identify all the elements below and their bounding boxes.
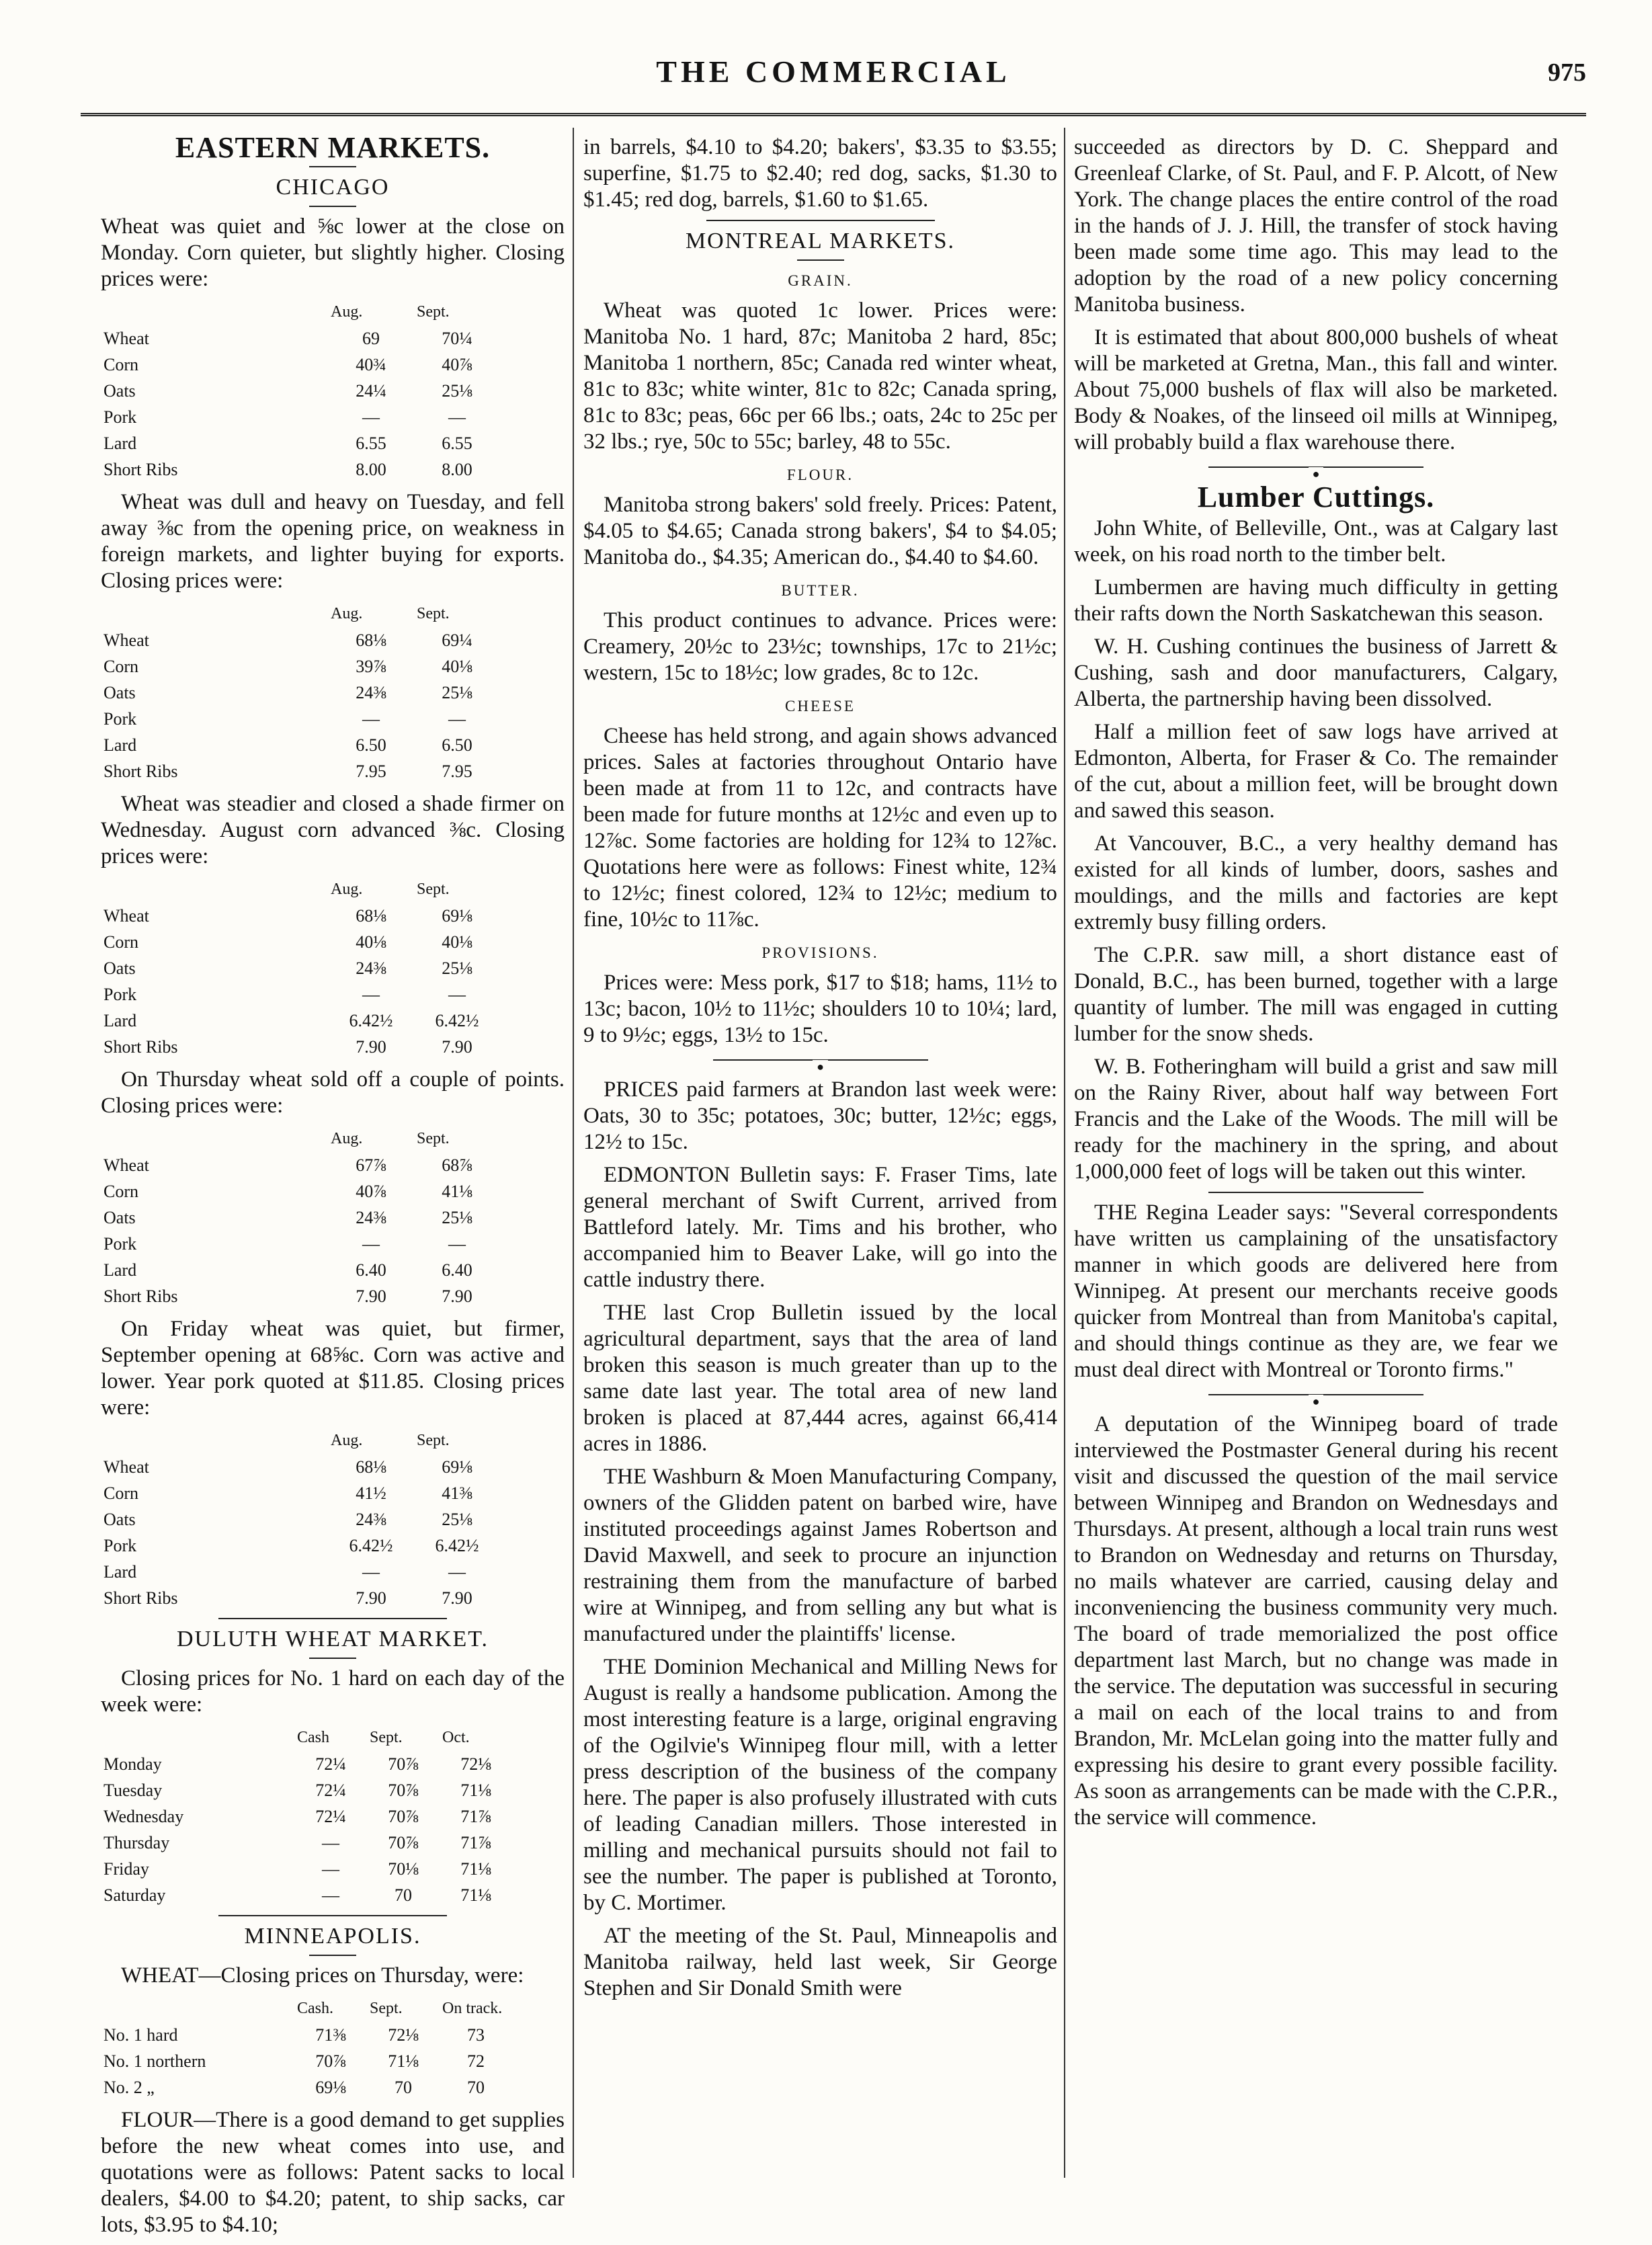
lumber-item: Lumbermen are having much difficulty in getting their rafts down the North Saskatchewan this season. — [1074, 575, 1558, 626]
price-cell: — — [362, 985, 380, 1004]
table-header — [101, 1725, 512, 1751]
price-cell: 68⅛ — [356, 1457, 386, 1477]
price-cell: 72¼ — [315, 1754, 346, 1774]
price-cell: 72¼ — [315, 1781, 346, 1800]
price-cell: 70 — [395, 1885, 412, 1905]
table-row — [101, 1205, 500, 1231]
header-cell — [101, 1996, 294, 2022]
price-cell: 40⅛ — [356, 932, 386, 952]
minneapolis-table — [101, 1996, 512, 2100]
row-label: Short Ribs — [104, 460, 178, 479]
ornament-rule — [713, 1059, 928, 1073]
table-header — [101, 299, 500, 325]
table-row — [101, 1257, 500, 1283]
row-label: Tuesday — [104, 1781, 163, 1800]
short-rule — [309, 166, 356, 167]
price-cell: 71⅛ — [460, 1885, 491, 1905]
price-cell: 72⅛ — [460, 1754, 491, 1774]
price-cell: — — [322, 1885, 339, 1905]
table-row — [101, 758, 500, 784]
butter-heading: BUTTER. — [781, 582, 860, 599]
header-cell: Sept. — [417, 881, 450, 898]
subsection-title-chicago: CHICAGO — [276, 175, 390, 200]
row-label: Pork — [104, 1234, 137, 1254]
article-paragraph: succeeded as directors by D. C. Sheppard and Greenleaf Clarke, of St. Paul, and F. P. Alcott, of New York. The change places the entire control of the road in the hands of J. J. Hill, the transfer of stock having been made some time ago. This may lead to the adoption by the road of a new policy concerning Manitoba business. — [1074, 135, 1558, 317]
table-row — [101, 1034, 500, 1060]
row-label: Corn — [104, 1182, 138, 1201]
row-label: Corn — [104, 932, 138, 952]
price-cell: 25⅛ — [442, 683, 472, 702]
row-label: Pork — [104, 985, 137, 1004]
price-cell: 25⅛ — [442, 1510, 472, 1529]
table-header — [101, 601, 500, 627]
article-paragraph: THE last Crop Bulletin issued by the local agricultural department, says that the area of land broken this season is much greater than up to the same date last year. The total area of new land broken is placed at 87,444 acres, against 66,414 acres in 1886. — [583, 1301, 1057, 1456]
row-label: Wheat — [104, 1155, 149, 1175]
provisions-report: Prices were: Mess pork, $17 to $18; hams, 11½ to 13c; bacon, 10½ to 11½c; shoulders 10 to 10¼; lard, 9 to 9½c; eggs, 13½ to 15c. — [583, 971, 1057, 1047]
ornament-icon: ● — [1309, 1395, 1324, 1408]
row-label: Wheat — [104, 329, 149, 348]
table-row — [101, 955, 500, 981]
price-cell: 72 — [467, 2051, 485, 2071]
subsection-title-minneapolis: MINNEAPOLIS. — [244, 1924, 421, 1949]
short-rule — [1208, 1192, 1423, 1193]
row-label: Wednesday — [104, 1807, 184, 1826]
section-title: EASTERN MARKETS. — [175, 131, 491, 164]
table-row — [101, 981, 500, 1008]
lumber-item: At Vancouver, B.C., a very healthy demand has existed for all kinds of lumber, doors, sashes and mouldings, and the mills and factories are kept extremly busy filling orders. — [1074, 831, 1558, 934]
column-2 — [583, 134, 1057, 2008]
header-cell: Cash. — [297, 2000, 333, 2017]
header-cell: Sept. — [370, 1729, 403, 1746]
price-cell: 40⅞ — [442, 355, 472, 374]
table-row — [101, 1152, 500, 1178]
grain-report: Wheat was quoted 1c lower. Prices were: Manitoba No. 1 hard, 87c; Manitoba 2 hard, 85c; Manitoba 1 northern, 85c; Canada red winter wheat, 81c to 83c; white winter, 81c to 82c; Canada spring, 81c to 83c; peas, 66c per 66 lbs.; oats, 24c to 25c per 32 lbs.; rye, 50c to 55c; barley, 48 to 55c. — [583, 298, 1057, 454]
price-cell: — — [448, 1562, 466, 1582]
table-row — [101, 2074, 512, 2100]
price-cell: 6.50 — [442, 735, 472, 755]
table-row — [101, 1882, 512, 1908]
chicago-day-text: On Friday wheat was quiet, but firmer, September opening at 68⅝c. Corn was active and lower. Year pork quoted at $11.85. Closing prices were: — [101, 1317, 565, 1420]
price-cell: 7.90 — [356, 1037, 386, 1057]
price-cell: 41⅜ — [442, 1483, 472, 1503]
article-paragraph: THE Washburn & Moen Manufacturing Company, owners of the Glidden patent on barbed wire, have instituted proceedings against James Robertson and David Maxwell, and seek to procure an injunction restraining them from the manufacture of barbed wire at Winnipeg, and from selling any but what is manufactured under the plaintiffs' license. — [583, 1465, 1057, 1646]
article-paragraph: A deputation of the Winnipeg board of trade interviewed the Postmaster General during his recent visit and discussed the question of the mail service between Winnipeg and Brandon on Wednesdays and Thursdays. At present, although a local train runs west to Brandon on Wednesday and returns on Thursday, no mails whatever are carried, causing delay and inconveniencing the business community very much. The board of trade memorialized the post office department last March, but no change was made in the service. The deputation was successful in securing a mail on each of the local trains to and from Brandon, Mr. McLelan going into the matter fully and expressing his desire to grant every possible facility. As soon as arrangements can be made with the C.P.R., the service will commence. — [1074, 1412, 1558, 1830]
row-label: Oats — [104, 958, 136, 978]
article-paragraph: It is estimated that about 800,000 bushels of wheat will be marketed at Gretna, Man., this fall and winter. About 75,000 bushels of flax will also be marketed. Body & Noakes, of the linseed oil mills at Winnipeg, will probably build a flax warehouse there. — [1074, 325, 1558, 454]
table-row — [101, 1856, 512, 1882]
price-cell: 71⅜ — [315, 2025, 346, 2045]
row-label: Corn — [104, 355, 138, 374]
header-cell — [101, 1725, 294, 1751]
header-cell: Aug. — [331, 1130, 363, 1147]
header-cell: Aug. — [331, 1432, 363, 1449]
table-row — [101, 2022, 512, 2048]
row-label: Friday — [104, 1859, 149, 1879]
table-row — [101, 456, 500, 483]
price-cell: 68⅛ — [356, 630, 386, 650]
chicago-price-table — [101, 1428, 500, 1611]
price-cell: 7.90 — [442, 1588, 472, 1608]
price-cell: 39⅞ — [356, 657, 386, 676]
price-cell: 24⅜ — [356, 683, 386, 702]
price-cell: 6.55 — [356, 434, 386, 453]
page-header — [81, 54, 1586, 108]
table-row — [101, 1283, 500, 1309]
price-cell: 68⅛ — [356, 906, 386, 926]
table-row — [101, 1178, 500, 1205]
chicago-price-table — [101, 876, 500, 1060]
chicago-day-text: Wheat was steadier and closed a shade firmer on Wednesday. August corn advanced ⅜c. Closing prices were: — [101, 792, 565, 868]
row-label: Lard — [104, 1562, 137, 1582]
lumber-item: John White, of Belleville, Ont., was at Calgary last week, on his road north to the timber belt. — [1074, 516, 1558, 567]
table-row — [101, 352, 500, 378]
price-cell: 24⅜ — [356, 958, 386, 978]
price-cell: 7.95 — [356, 762, 386, 781]
header-cell: Aug. — [331, 605, 363, 622]
header-cell: Aug. — [331, 303, 363, 321]
table-row — [101, 653, 500, 680]
short-rule — [218, 1618, 447, 1619]
price-cell: 70 — [467, 2078, 485, 2097]
page-number: 975 — [1548, 58, 1586, 87]
price-cell: 25⅛ — [442, 958, 472, 978]
short-rule — [706, 220, 935, 221]
header-cell — [101, 1126, 328, 1152]
row-label: Short Ribs — [104, 1588, 178, 1608]
price-cell: 24¼ — [356, 381, 386, 401]
duluth-intro: Closing prices for No. 1 hard on each day of the week were: — [101, 1666, 565, 1717]
table-row — [101, 430, 500, 456]
price-cell: 69⅛ — [315, 2078, 346, 2097]
header-cell — [101, 1428, 328, 1454]
table-row — [101, 1830, 512, 1856]
price-cell: 71⅛ — [460, 1859, 491, 1879]
subsection-title-duluth: DULUTH WHEAT MARKET. — [176, 1627, 489, 1651]
short-rule — [309, 1658, 356, 1659]
price-cell: 6.42½ — [349, 1536, 393, 1555]
header-rule — [81, 113, 1586, 116]
price-cell: 72⅛ — [388, 2025, 419, 2045]
row-label: Pork — [104, 709, 137, 729]
price-cell: 6.55 — [442, 434, 472, 453]
row-label: Saturday — [104, 1885, 166, 1905]
row-label: No. 2 „ — [104, 2078, 155, 2097]
subsection-title-montreal: MONTREAL MARKETS. — [685, 229, 956, 253]
price-cell: 71⅛ — [388, 2051, 419, 2071]
row-label: Corn — [104, 657, 138, 676]
table-row — [101, 929, 500, 955]
price-cell: 70⅞ — [315, 2051, 346, 2071]
price-cell: 7.90 — [442, 1037, 472, 1057]
price-cell: 70⅛ — [388, 1859, 419, 1879]
table-row — [101, 680, 500, 706]
article-paragraph: THE Regina Leader says: "Several correspondents have written us camplaining of the unsatisfactory manner in which goods are delivered here from Winnipeg. At present our merchants receive goods quicker from Montreal than from Manitoba's capital, and should things continue as they are, we fear we must deal direct with Montreal or Toronto firms." — [1074, 1200, 1558, 1382]
grain-heading: GRAIN. — [788, 272, 853, 289]
price-cell: 7.90 — [356, 1287, 386, 1306]
lumber-item: W. H. Cushing continues the business of Jarrett & Cushing, sash and door manufacturers, Calgary, Alberta, the partnership having been dissolved. — [1074, 635, 1558, 711]
price-cell: 41½ — [356, 1483, 386, 1503]
price-cell: 71⅞ — [460, 1807, 491, 1826]
ornament-icon: ● — [1309, 467, 1324, 481]
row-label: Wheat — [104, 906, 149, 926]
price-cell: 68⅞ — [442, 1155, 472, 1175]
price-cell: 41⅛ — [442, 1182, 472, 1201]
column-1 — [101, 131, 565, 2245]
price-cell: 70⅞ — [388, 1781, 419, 1800]
table-row — [101, 706, 500, 732]
article-paragraph: THE Dominion Mechanical and Milling News for August is really a handsome publication. Among the most interesting feature is a large, original engraving of the Ogilvie's Winnipeg flour mill, with a letter press description of the business of the company here. The paper is also profusely illustrated with cuts of leading Canadian millers. Those interested in milling and mechanical pursuits should not fail to see the number. The paper is published at Toronto, by C. Mortimer. — [583, 1655, 1057, 1915]
article-paragraph: PRICES paid farmers at Brandon last week were: Oats, 30 to 35c; potatoes, 30c; butter, 12½c; eggs, 12½ to 15c. — [583, 1077, 1057, 1154]
header-cell: Oct. — [442, 1729, 470, 1746]
price-cell: 6.40 — [442, 1260, 472, 1280]
column-rule — [1064, 128, 1065, 2178]
price-cell: — — [448, 407, 466, 427]
short-rule — [309, 1955, 356, 1956]
row-label: Corn — [104, 1483, 138, 1503]
table-row — [101, 1777, 512, 1803]
header-cell: Sept. — [417, 1432, 450, 1449]
price-cell: 71⅞ — [460, 1833, 491, 1852]
article-paragraph: AT the meeting of the St. Paul, Minneapolis and Manitoba railway, held last week, Sir George Stephen and Sir Donald Smith were — [583, 1924, 1057, 2000]
price-cell: — — [448, 985, 466, 1004]
price-cell: 24⅜ — [356, 1208, 386, 1227]
chicago-day-text: Wheat was quiet and ⅝c lower at the close on Monday. Corn quieter, but slightly higher. Closing prices were: — [101, 214, 565, 291]
price-cell: — — [322, 1833, 339, 1852]
table-row — [101, 1506, 500, 1533]
column-rule — [573, 128, 574, 2178]
price-cell: 8.00 — [442, 460, 472, 479]
price-cell: 40⅞ — [356, 1182, 386, 1201]
price-cell: 40⅛ — [442, 657, 472, 676]
price-cell: — — [448, 709, 466, 729]
header-cell: Sept. — [417, 303, 450, 321]
row-label: Lard — [104, 735, 137, 755]
butter-report: This product continues to advance. Prices were: Creamery, 20½c to 23½c; townships, 17c to 21½c; western, 15c to 18½c; low grades, 8c to 12c. — [583, 608, 1057, 685]
table-row — [101, 1803, 512, 1830]
price-cell: — — [362, 709, 380, 729]
price-cell: 6.42½ — [349, 1011, 393, 1030]
row-label: Monday — [104, 1754, 162, 1774]
table-row — [101, 627, 500, 653]
lumber-item: Half a million feet of saw logs have arrived at Edmonton, Alberta, for Fraser & Co. The remainder of the cut, about a million feet, will be brought down and sawed this season. — [1074, 720, 1558, 823]
price-cell: 8.00 — [356, 460, 386, 479]
chicago-price-table — [101, 1126, 500, 1309]
price-cell: 70¼ — [442, 329, 472, 348]
row-label: Lard — [104, 434, 137, 453]
chicago-reports — [101, 214, 565, 1611]
header-cell: On track. — [442, 2000, 503, 2017]
short-rule — [797, 259, 844, 261]
header-cell: Cash — [297, 1729, 329, 1746]
table-row — [101, 404, 500, 430]
row-label: Lard — [104, 1260, 137, 1280]
header-cell: Sept. — [370, 2000, 403, 2017]
price-cell: 72¼ — [315, 1807, 346, 1826]
flour-heading: FLOUR. — [786, 466, 854, 483]
cheese-heading: CHEESE — [785, 698, 856, 715]
chicago-day-text: Wheat was dull and heavy on Tuesday, and fell away ⅜c from the opening price, on weakness in foreign markets, and lighter buying for exports. Closing prices were: — [101, 490, 565, 593]
table-header — [101, 876, 500, 903]
price-cell: 69⅛ — [442, 906, 472, 926]
duluth-table — [101, 1725, 512, 1908]
chicago-price-table — [101, 299, 500, 483]
row-label: Short Ribs — [104, 1037, 178, 1057]
row-label: Thursday — [104, 1833, 170, 1852]
table-row — [101, 1559, 500, 1585]
price-cell: 70 — [395, 2078, 412, 2097]
table-row — [101, 1751, 512, 1777]
ornament-rule — [1208, 1394, 1423, 1408]
table-header — [101, 1126, 500, 1152]
price-cell: 6.42½ — [435, 1011, 479, 1030]
price-cell: — — [448, 1234, 466, 1254]
table-row — [101, 378, 500, 404]
row-label: Pork — [104, 407, 137, 427]
header-cell — [101, 876, 328, 903]
table-row — [101, 1454, 500, 1480]
table-row — [101, 1480, 500, 1506]
table-row — [101, 1533, 500, 1559]
table-row — [101, 732, 500, 758]
header-cell: Sept. — [417, 605, 450, 622]
header-cell: Sept. — [417, 1130, 450, 1147]
table-row — [101, 325, 500, 352]
ornament-rule — [1208, 466, 1423, 481]
flour-report: Manitoba strong bakers' sold freely. Prices: Patent, $4.05 to $4.65; Canada strong bakers', $4 to $4.05; Manitoba do., $4.35; American do., $4.40 to $4.60. — [583, 493, 1057, 569]
column-3 — [1074, 134, 1558, 1838]
price-cell: 67⅞ — [356, 1155, 386, 1175]
price-cell: 25⅛ — [442, 1208, 472, 1227]
provisions-heading: PROVISIONS. — [761, 944, 879, 961]
price-cell: 25⅛ — [442, 381, 472, 401]
chicago-price-table — [101, 601, 500, 784]
price-cell: 7.90 — [442, 1287, 472, 1306]
lumber-item: W. B. Fotheringham will build a grist and saw mill on the Rainy River, about half way between Fort Francis and the Lake of the Woods. The mill will be ready for the machinery in the spring, and about 1,000,000 feet of logs will be taken out this winter. — [1074, 1055, 1558, 1184]
price-cell: — — [362, 407, 380, 427]
price-cell: 40⅛ — [442, 932, 472, 952]
price-cell: 7.90 — [356, 1588, 386, 1608]
price-cell: 40¾ — [356, 355, 386, 374]
chicago-day-text: On Thursday wheat sold off a couple of points. Closing prices were: — [101, 1067, 565, 1118]
table-row — [101, 1585, 500, 1611]
short-rule — [218, 1915, 447, 1916]
table-row — [101, 903, 500, 929]
price-cell: — — [362, 1234, 380, 1254]
table-header — [101, 1996, 512, 2022]
minneapolis-intro: WHEAT—Closing prices on Thursday, were: — [121, 1963, 524, 1988]
price-cell: 6.40 — [356, 1260, 386, 1280]
price-cell: 7.95 — [442, 762, 472, 781]
ornament-icon: ● — [813, 1060, 828, 1073]
lumber-item: The C.P.R. saw mill, a short distance east of Donald, B.C., has been burned, together with a large quantity of lumber. The mill was engaged in cutting lumber for the snow sheds. — [1074, 943, 1558, 1046]
cheese-report: Cheese has held strong, and again shows advanced prices. Sales at factories throughout Ontario have been made at from 11 to 12c, and contracts have been made for future months at 12½c and even up to 12⅞c. Some factories are holding for 12¾ to 12⅞c. Quotations here were as follows: Finest white, 12¾ to 12½c; finest colored, 12¾ to 12½c; medium to fine, 10½c to 11⅞c. — [583, 724, 1057, 932]
price-cell: 69¼ — [442, 630, 472, 650]
header-cell: Aug. — [331, 881, 363, 898]
row-label: Short Ribs — [104, 1287, 178, 1306]
row-label: Wheat — [104, 1457, 149, 1477]
minneapolis-flour: FLOUR—There is a good demand to get supplies before the new wheat comes into use, and quotations were as follows: Patent sacks to local dealers, $4.00 to $4.20; patent, to ship sacks, car lots, $3.95 to $4.10; — [101, 2108, 565, 2237]
price-cell: 69⅛ — [442, 1457, 472, 1477]
row-label: Wheat — [104, 630, 149, 650]
price-cell: 6.50 — [356, 735, 386, 755]
row-label: Oats — [104, 1510, 136, 1529]
table-header — [101, 1428, 500, 1454]
header-cell — [101, 299, 328, 325]
price-cell: 70⅞ — [388, 1754, 419, 1774]
short-rule — [309, 206, 356, 207]
table-row — [101, 2048, 512, 2074]
price-cell: — — [322, 1859, 339, 1879]
row-label: Oats — [104, 381, 136, 401]
price-cell: 24⅜ — [356, 1510, 386, 1529]
article-paragraph: EDMONTON Bulletin says: F. Fraser Tims, late general merchant of Swift Current, arrived from Battleford lately. Mr. Tims and his brother, who accompanied him to Beaver Lake, will go into the cattle industry there. — [583, 1163, 1057, 1292]
row-label: Oats — [104, 1208, 136, 1227]
row-label: Short Ribs — [104, 762, 178, 781]
row-label: No. 1 northern — [104, 2051, 206, 2071]
table-row — [101, 1231, 500, 1257]
price-cell: 70⅞ — [388, 1807, 419, 1826]
header-cell — [101, 601, 328, 627]
flour-continued: in barrels, $4.10 to $4.20; bakers', $3.35 to $3.55; superfine, $1.75 to $2.40; red dog, sacks, $1.30 to $1.45; red dog, barrels, $1.60 to $1.65. — [583, 135, 1057, 212]
running-title: THE COMMERCIAL — [656, 54, 1011, 89]
price-cell: 70⅞ — [388, 1833, 419, 1852]
price-cell: 71⅛ — [460, 1781, 491, 1800]
row-label: Oats — [104, 683, 136, 702]
table-row — [101, 1008, 500, 1034]
price-cell: 73 — [467, 2025, 485, 2045]
price-cell: 69 — [362, 329, 380, 348]
price-cell: — — [362, 1562, 380, 1582]
row-label: Lard — [104, 1011, 137, 1030]
row-label: No. 1 hard — [104, 2025, 178, 2045]
section-title-lumber: Lumber Cuttings. — [1197, 481, 1435, 514]
row-label: Pork — [104, 1536, 137, 1555]
price-cell: 6.42½ — [435, 1536, 479, 1555]
